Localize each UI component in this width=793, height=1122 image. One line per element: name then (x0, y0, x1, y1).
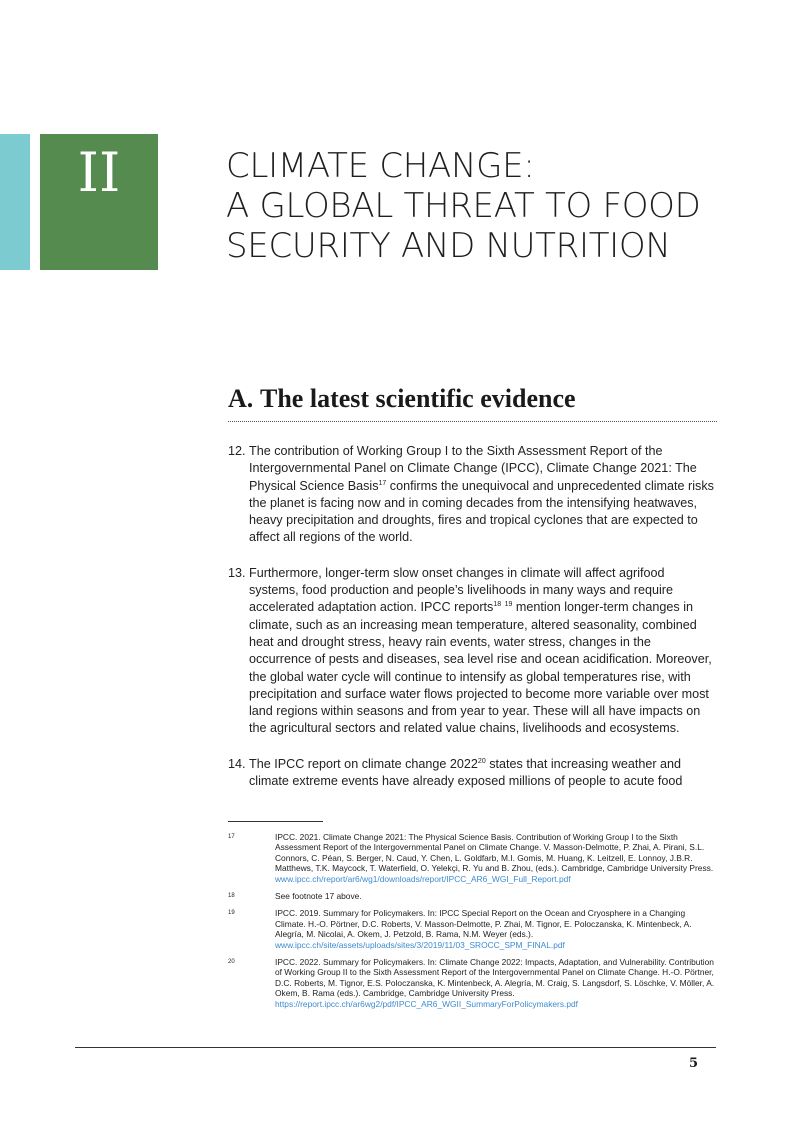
section-title: The latest scientific evidence (260, 384, 576, 413)
chapter-numeral: II (77, 141, 121, 204)
footnote-17 (228, 832, 718, 884)
footnote-text: IPCC. 2021. Climate Change 2021: The Physical Science Basis. Contribution of Working Group I to the Sixth Assessment Report of the Intergovernmental Panel on Climate Change. V. Masson-Delmotte, P. Zhai, A. Pirani, S.L. Connors, C. Péan, S. Berger, N. Caud, Y. Chen, L. Goldfarb, M.I. Gomis, M. Huang, K. Leitzell, E. Lonnoy, J.B.R. Matthews, T.K. Maycock, T. Waterfield, O. Yelekçi, R. Yu and B. Zhou, (eds.). Cambridge, Cambridge University Press. (275, 832, 714, 874)
chapter-title-line: SECURITY AND NUTRITION (226, 226, 671, 266)
paragraph-text: mention longer-term changes in climate, such as an increasing mean temperature, altered seasonality, combined heat and drought stress, heavy rain events, water stress, changes in the occurrence of pests and diseases, sea level rise and ocean acidification. Moreover, the global water cycle will continue to intensify as global temperatures rise, with precipitation and surface water flows projected to become more variable over most land regions within seasons and from year to year. These will all have impacts on the agricultural sectors and related value chains, livelihoods and ecosystems. (249, 600, 712, 736)
chapter-title (226, 146, 746, 266)
footnote-ref[interactable]: 17 (378, 479, 387, 487)
footnote-text: IPCC. 2019. Summary for Policymakers. In: IPCC Special Report on the Ocean and Cryosphere in a Changing Climate. H.-O. Pörtner, D.C. Roberts, V. Masson-Delmotte, P. Zhai, M. Tignor, E. Poloczanska, K. Mintenbeck, A. Alegría, M. Nicolai, A. Okem, J. Petzold, B. Rama, N.M. Weyer (eds.). (275, 908, 692, 940)
chapter-title-line: CLIMATE CHANGE: (226, 146, 535, 186)
footnote-text: See footnote 17 above. (275, 891, 362, 902)
footnote-number: 20 (228, 959, 235, 966)
footnote-link[interactable]: www.ipcc.ch/site/assets/uploads/sites/3/2019/11/03_SROCC_SPM_FINAL.pdf (275, 939, 565, 950)
chapter-title-line: A GLOBAL THREAT TO FOOD (226, 186, 701, 226)
footnote-20 (228, 957, 718, 1009)
paragraph-12 (228, 443, 714, 547)
paragraph-text: Furthermore, longer-term slow onset changes in climate will affect agrifood systems, food production and people’s livelihoods in many ways and require accelerated adaptation action. IPCC reports (249, 565, 673, 615)
footnote-ref[interactable]: 20 (477, 757, 486, 765)
paragraph-number: 13. (228, 565, 246, 580)
footnote-number: 18 (228, 893, 235, 900)
footnote-number: 17 (228, 834, 235, 840)
footnote-ref[interactable]: 19 (504, 601, 513, 609)
footnote-link[interactable]: https://report.ipcc.ch/ar6wg2/pdf/IPCC_AR6_WGII_SummaryForPolicymakers.pdf (275, 998, 579, 1009)
footnote-text: IPCC. 2022. Summary for Policymakers. In: Climate Change 2022: Impacts, Adaptation, and Vulnerability. Contribution of Working Group II to the Sixth Assessment Report of the Intergovernmental Panel on Climate Change. H.-O. Pörtner, D.C. Roberts, M. Tignor, E.S. Poloczanska, K. Mintenbeck, A. Alegría, M. Craig, S. Langsdorf, S. Löschke, V. Möller, A. Okem, B. Rama (eds.). Cambridge, Cambridge University Press. (275, 957, 715, 999)
footnote-19 (228, 908, 718, 950)
section-heading (228, 383, 717, 422)
page-number: 5 (688, 1056, 698, 1071)
paragraph-14 (228, 756, 714, 791)
paragraph-number: 14. (228, 756, 246, 771)
footnote-ref[interactable]: 18 (493, 601, 502, 609)
paragraph-text: confirms the unequivocal and unprecedented climate risks the planet is facing now and in coming decades from the intensifying heatwaves, heavy precipitation and droughts, fires and tropical cyclones that are expected to affect all regions of the world. (249, 478, 714, 545)
footnote-number: 19 (228, 910, 235, 917)
paragraph-number: 12. (228, 444, 246, 458)
paragraph-text: The contribution of Working Group I to the Sixth Assessment Report of the Intergovernmental Panel on Climate Change (IPCC), Climate Change 2021: The Physical Science Basis (249, 444, 697, 493)
chapter-number-box (40, 134, 158, 270)
paragraph-text: The IPCC report on climate change 2022 (249, 756, 478, 771)
footnotes (228, 832, 718, 1016)
body-paragraphs (228, 443, 714, 808)
footnote-divider (228, 821, 323, 822)
teal-side-band (0, 134, 30, 270)
page-bottom-rule (75, 1047, 716, 1048)
footnote-link[interactable]: www.ipcc.ch/report/ar6/wg1/downloads/report/IPCC_AR6_WGI_Full_Report.pdf (275, 873, 571, 884)
footnote-18 (228, 891, 718, 901)
paragraph-13 (228, 565, 714, 738)
paragraph-text: states that increasing weather and climate extreme events have already exposed millions of people to acute food (249, 756, 683, 789)
section-letter: A. (228, 384, 254, 413)
